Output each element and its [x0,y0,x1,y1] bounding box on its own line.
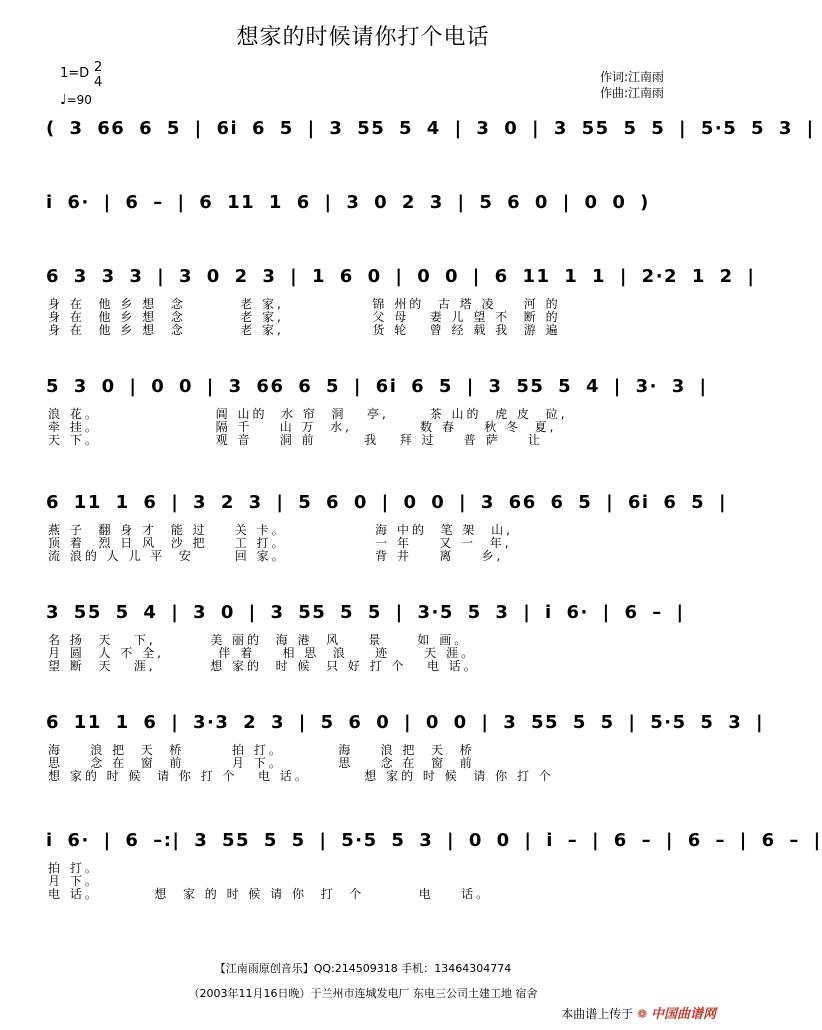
tempo-value: =90 [66,93,92,107]
page-title: 想家的时候请你打个电话 [236,25,490,50]
notation-line: 3 55 5 4 | 3 0 | 3 55 5 5 | 3·5 5 3 | i 6· | 6 – | [46,602,685,623]
lyric-line: 月 圆 人 不 全, 伴 着 相 思 浪 迹 天 涯。 [48,646,477,660]
footer-contact: 【江南雨原创音乐】QQ:214509318 手机：13464304774 [214,962,512,975]
tempo-marking [60,92,92,108]
notation-line: 6 11 1 6 | 3·3 2 3 | 5 6 0 | 0 0 | 3 55 5 5 | 5·5 5 3 | [46,712,765,733]
brand-prefix: 本曲谱上传于 [561,1007,634,1021]
lyric-line: 名 扬 天 下, 美 丽的 海 港 风 景 如 画。 [48,633,470,647]
lyric-line: 身 在 他 乡 想 念 老 家, 锦 州的 古 塔 凌 河 的 [48,297,561,311]
lyric-line: 身 在 他 乡 想 念 老 家, 货 轮 曾 经 载 我 游 遍 [48,323,561,337]
notation-line: 6 11 1 6 | 3 2 3 | 5 6 0 | 0 0 | 3 66 6 5 | 6i 6 5 | [46,492,728,513]
lyric-line: 电 话。 想 家 的 时 候 请 你 打 个 电 话。 [48,887,492,901]
notation-line: 6 3 3 3 | 3 0 2 3 | 1 6 0 | 0 0 | 6 11 1 1 | 2·2 1 2 | [46,266,756,287]
lyric-line: 浪 花。 阊 山的 水 帘 洞 亭, 茶 山的 虎 皮 砬, [48,407,568,421]
lyric-line: 望 断 天 涯, 想 家的 时 候 只 好 打 个 电 话。 [48,659,479,673]
lyric-line: 流 浪的 人 儿 平 安 回 家。 背 井 离 乡, [48,549,504,563]
lyric-line: 顶 着 烈 日 风 沙 把 工 打。 一 年 又 一 年, [48,536,512,550]
lyric-line: 想 家的 时 候 请 你 打 个 电 话。 想 家的 时 候 请 你 打 个 [48,769,554,783]
time-numerator: 2 [94,60,103,75]
time-denominator: 4 [94,75,103,90]
lyric-line: 海 浪 把 天 桥 拍 打。 海 浪 把 天 桥 [48,743,475,757]
lyric-line: 月 下。 [48,874,100,888]
time-signature [94,60,102,90]
key-signature: 1=D [60,66,90,81]
site-brand [561,1003,716,1022]
notation-line: 5 3 0 | 0 0 | 3 66 6 5 | 6i 6 5 | 3 55 5 4 | 3· 3 | [46,376,708,397]
lyric-line: 燕 子 翻 身 才 能 过 关 卡。 海 中的 笔 架 山, [48,523,513,537]
lyric-line: 身 在 他 乡 想 念 老 家, 父 母 妻 儿 望 不 断 的 [48,310,561,324]
brand-name: 中国曲谱网 [650,1007,716,1022]
notation-line: i 6· | 6 – | 6 11 1 6 | 3 0 2 3 | 5 6 0 | 0 0 ) [46,192,650,213]
footer-date-place: （2003年11月16日晚）于兰州市连城发电厂 东电三公司土建工地 宿舍 [188,987,538,1000]
lyric-line: 天 下。 观 音 洞 前 我 拜 过 普 萨 让 [48,433,543,447]
lyric-line: 牵 挂。 隔 千 山 万 水, 数 春 秋 冬 夏, [48,420,557,434]
notation-line: ( 3 66 6 5 | 6i 6 5 | 3 55 5 4 | 3 0 | 3 55 5 5 | 5·5 5 3 | [46,118,815,139]
brand-logo-icon: ❁ [637,1007,648,1021]
quarter-note-icon: ♩ [60,92,67,108]
notation-line: i 6· | 6 –:| 3 55 5 5 | 5·5 5 3 | 0 0 | i – | 6 – | 6 – | 6 – | [46,830,822,851]
lyric-line: 拍 打。 [48,861,100,875]
lyric-line: 思 念 在 窗 前 月 下。 思 念 在 窗 前 [48,756,475,770]
lyricist-credit: 作词:江南雨 [600,70,665,84]
composer-credit: 作曲:江南雨 [600,86,665,100]
